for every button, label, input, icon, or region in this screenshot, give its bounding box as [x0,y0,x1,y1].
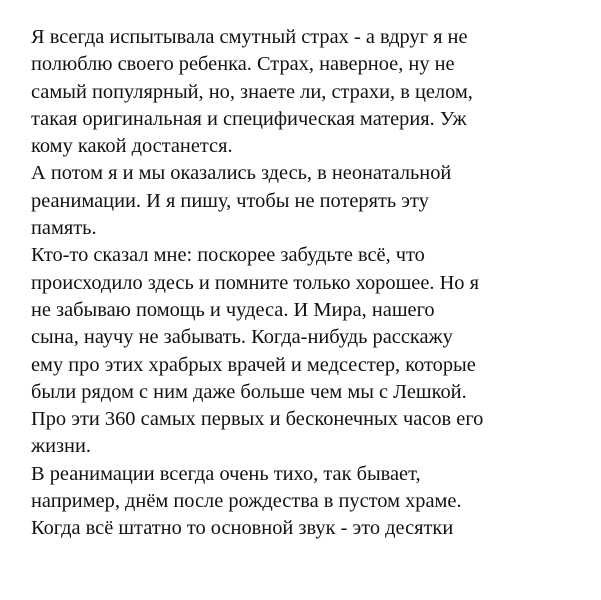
text-line: память. [31,217,97,240]
text-line: Про эти 360 самых первых и бесконечных часов его [31,408,484,431]
page-cutoff [0,589,601,600]
text-line: такая оригинальная и специфическая материя. Уж [31,107,467,130]
text-line: ему про этих храбрых врачей и медсестер, которые [31,353,476,376]
text-line: были рядом с ним даже больше чем мы с Лешкой. [31,380,467,403]
text-line: Кто-то сказал мне: поскорее забудьте всё, что [31,244,425,267]
text-line: происходило здесь и помните только хорошее. Но я [31,271,479,294]
document-text [31,24,591,543]
text-line: не забываю помощь и чудеса. И Мира, нашего [31,298,435,321]
text-line: А потом я и мы оказались здесь, в неонатальной [31,162,452,185]
text-line: В реанимации всегда очень тихо, так бывает, [31,462,421,485]
text-line: Когда всё штатно то основной звук - это десятки [31,517,454,540]
text-line: реанимации. И я пишу, чтобы не потерять эту [31,189,429,212]
text-line: например, днём после рождества в пустом храме. [31,490,462,513]
text-line: жизни. [31,435,91,458]
text-line: кому какой достанется. [31,135,233,158]
text-line: сына, научу не забывать. Когда-нибудь расскажу [31,326,453,349]
text-line: полюблю своего ребенка. Страх, наверное, ну не [31,53,455,76]
text-line: самый популярный, но, знаете ли, страхи, в целом, [31,80,473,103]
text-line: Я всегда испытывала смутный страх - а вдруг я не [31,26,468,48]
